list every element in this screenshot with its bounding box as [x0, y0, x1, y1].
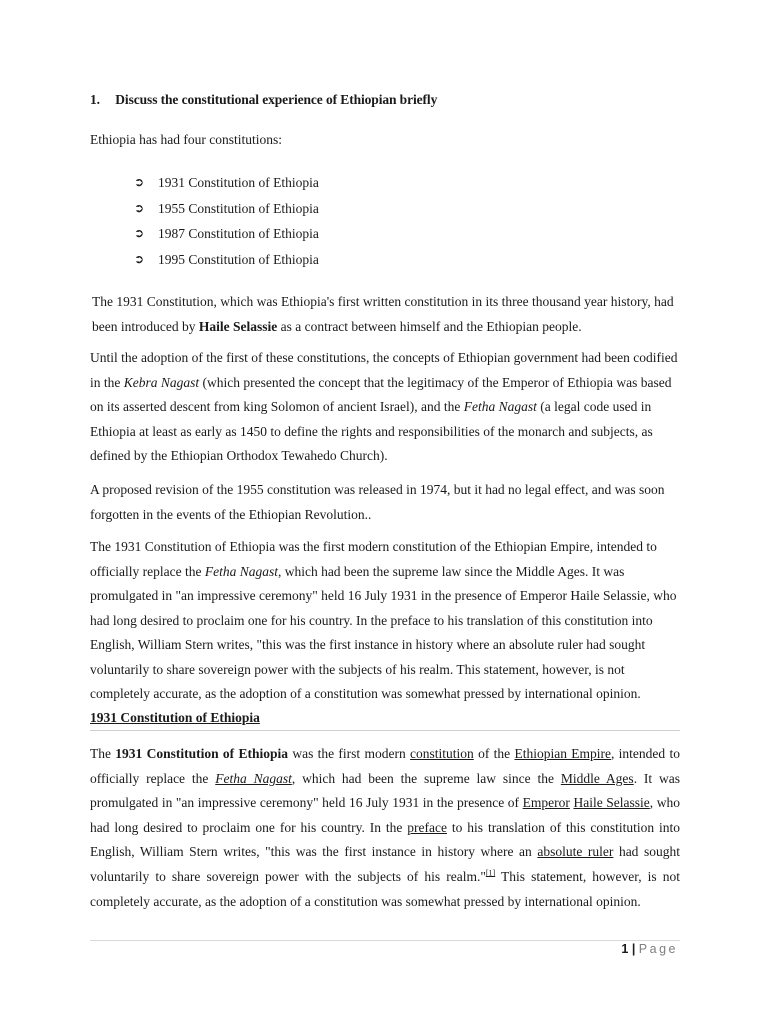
link-fetha-nagast[interactable]: Fetha Nagast	[215, 770, 292, 786]
text-run: The	[90, 746, 116, 761]
list-item	[134, 196, 319, 222]
text-run: The 1931 Constitution of Ethiopia was the first modern constitution of the Ethiopian Empire, intended to officially replace the	[90, 539, 657, 579]
paragraph-1931-summary	[90, 535, 680, 707]
text-run: (a legal code used in Ethiopia at least as early as 1450 to define the rights and responsibilities of the monarch and subjects, as defined by the Ethiopian Orthodox Tewahedo Church).	[90, 399, 653, 463]
text-run: The 1931 Constitution, which was Ethiopia's first written constitution in its three thousand year history, had been introduced by	[92, 294, 674, 334]
list-item	[134, 170, 319, 196]
link-absolute-ruler[interactable]: absolute ruler	[537, 844, 614, 860]
text-run: of the	[473, 746, 515, 761]
link-preface[interactable]: preface	[407, 819, 447, 835]
right-arrow-icon: ➲	[134, 200, 145, 215]
italic-term: Kebra Nagast	[123, 374, 200, 390]
heading-text: Discuss the constitutional experience of Ethiopian briefly	[115, 92, 438, 107]
text-run: This statement, however, is not completely accurate, as the adoption of a constitution was somewhat pressed by international opinion.	[90, 868, 680, 909]
italic-term: Fetha Nagast	[204, 563, 278, 579]
text-run: was the first modern	[288, 746, 411, 761]
link-middle-ages[interactable]: Middle Ages	[560, 770, 634, 786]
section-divider	[90, 730, 680, 731]
right-arrow-icon: ➲	[134, 251, 145, 266]
text-run: , who had long desired to proclaim one for his country. In the	[90, 795, 680, 835]
bold-name: Haile Selassie	[198, 318, 278, 334]
section-title: 1931 Constitution of Ethiopia	[90, 710, 260, 725]
right-arrow-icon: ➲	[134, 226, 145, 240]
text-run: . It was promulgated in "an impressive ceremony" held 16 July 1931 in the presence of	[90, 770, 681, 811]
paragraph-earlier-codes	[90, 346, 680, 469]
list-item-label: 1987 Constitution of Ethiopia	[158, 226, 319, 241]
heading-number: 1.	[90, 92, 100, 107]
link-ethiopian-empire[interactable]: Ethiopian Empire	[514, 746, 611, 761]
question-heading	[90, 92, 437, 108]
paragraph-first-constitution	[92, 290, 682, 339]
text-run: , which had been the supreme law since the Middle Ages. It was promulgated in "an impressive ceremony" held 16 July 1931 in the presence of Emperor Haile Selassie, who had long desired to proclaim one for his country. In the preface to his translation of this constitution into English, William Stern writes, "this was the first instance in history where an absolute ruler had sought voluntarily to share sovereign power with the subjects of his realm. This statement, however, is not completely accurate, as the adoption of a constitution was somewhat pressed by international opinion.	[90, 563, 677, 701]
text-run: to his translation of this constitution into English, William Stern writes, "this was the first instance in history where an	[90, 819, 681, 860]
list-item-label: 1931 Constitution of Ethiopia	[158, 175, 319, 190]
link-emperor[interactable]: Emperor	[522, 795, 570, 811]
right-arrow-icon: ➲	[134, 175, 145, 189]
text-run: had sought voluntarily to share sovereign power with the subjects of his realm."	[90, 844, 680, 884]
page-number: 1	[621, 942, 629, 956]
footer-divider	[90, 940, 680, 941]
text-run: , which had been the supreme law since the	[291, 770, 561, 786]
intro-paragraph: Ethiopia has had four constitutions:	[90, 132, 282, 147]
list-item-label: 1955 Constitution of Ethiopia	[158, 200, 319, 216]
paragraph-1974-revision: A proposed revision of the 1955 constitution was released in 1974, but it had no legal effect, and was soon forgotten in the events of the Ethiopian Revolution..	[90, 482, 665, 522]
link-constitution[interactable]: constitution	[410, 746, 474, 761]
text-run: , intended to officially replace the	[90, 746, 680, 786]
footnote-reference[interactable]: [1]	[485, 868, 496, 878]
list-item	[134, 247, 319, 273]
page-label: Page	[638, 942, 678, 956]
text-run: (which presented the concept that the legitimacy of the Emperor of Ethiopia was based on its asserted descent from king Solomon of ancient Israel), and the	[90, 374, 672, 414]
list-item	[134, 221, 319, 247]
footer-separator: |	[631, 942, 636, 956]
italic-term: Fetha Nagast	[463, 399, 537, 414]
link-haile-selassie[interactable]: Haile Selassie	[573, 795, 650, 811]
page-footer	[621, 942, 678, 956]
paragraph-1931-detail	[90, 742, 680, 914]
bold-term: 1931 Constitution of Ethiopia	[115, 746, 289, 761]
text-run: as a contract between himself and the Ethiopian people.	[277, 318, 582, 334]
list-item-label: 1995 Constitution of Ethiopia	[158, 251, 319, 267]
constitutions-list	[134, 170, 319, 272]
text-run: Until the adoption of the first of these constitutions, the concepts of Ethiopian government had been codified in the	[90, 350, 678, 390]
